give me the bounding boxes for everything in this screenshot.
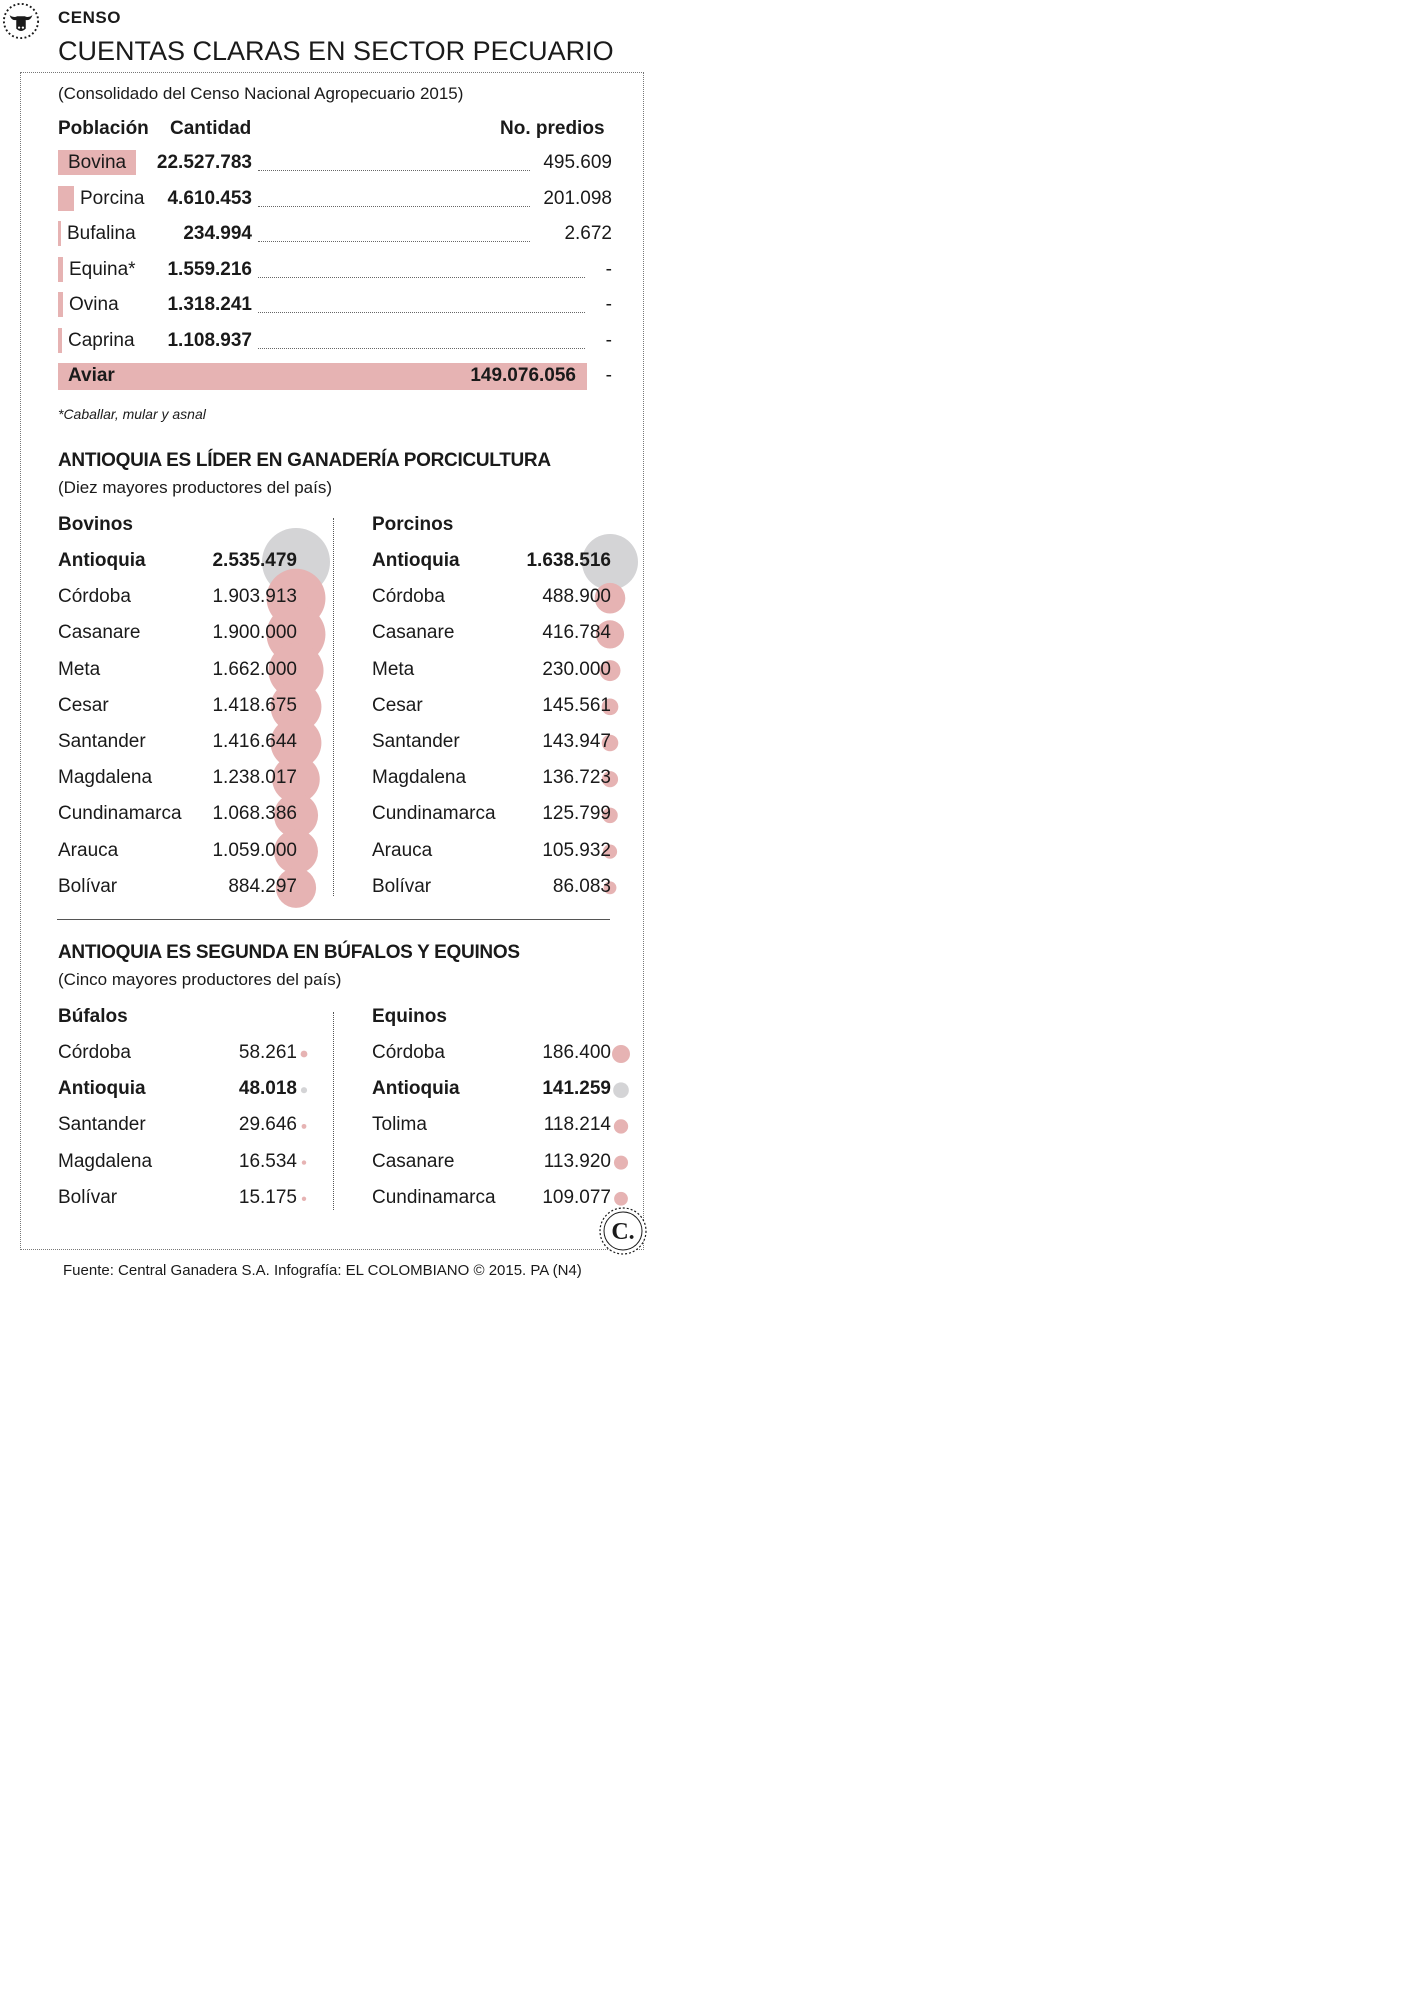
ranking-value: 136.723: [542, 767, 611, 789]
census-properties: -: [605, 258, 612, 280]
bubble-casanare: [614, 1156, 628, 1170]
bubble-magdalena: [302, 1160, 306, 1164]
census-label-aviar: Aviar: [68, 365, 115, 386]
census-value: 1.318.241: [167, 294, 252, 315]
census-label: Bovina: [68, 152, 127, 173]
census-bar: [58, 292, 63, 317]
ranking-name: Bolívar: [58, 875, 118, 897]
el-colombiano-logo: [598, 1206, 648, 1256]
bubble-bolívar: [302, 1197, 306, 1201]
ranking-name: Cundinamarca: [372, 803, 496, 825]
ranking-name: Casanare: [372, 622, 455, 644]
ranking-value: 1.238.017: [212, 767, 297, 789]
ranking-name: Arauca: [372, 839, 433, 861]
census-value: 4.610.453: [167, 187, 252, 209]
ranking-value: 416.784: [542, 622, 611, 644]
census-subtitle: (Consolidado del Censo Nacional Agropecuario 2015): [58, 84, 464, 103]
ranking-value: 125.799: [542, 803, 611, 825]
ranking-name: Cesar: [58, 694, 109, 716]
ranking-name: Córdoba: [58, 586, 131, 608]
census-bar: [58, 328, 62, 353]
census-bar: [58, 186, 74, 211]
ranking-value: 48.018: [238, 1078, 297, 1100]
ranking-value: 884.297: [228, 875, 297, 897]
col-header-quantity: Cantidad: [170, 118, 252, 139]
ranking-name: Córdoba: [372, 586, 445, 608]
ranking-name: Cundinamarca: [58, 803, 182, 825]
ranking-value: 488.900: [542, 586, 611, 608]
ranking-name: Tolima: [372, 1114, 427, 1136]
ranking-name: Casanare: [372, 1150, 455, 1172]
census-label: Porcina: [80, 187, 145, 209]
ranking-name: Santander: [372, 731, 460, 752]
census-properties: 2.672: [564, 223, 612, 244]
bubble-cundinamarca: [614, 1192, 628, 1206]
ranking-name: Magdalena: [58, 767, 153, 789]
ranking-value: 105.932: [542, 839, 611, 861]
ranking-value: 113.920: [543, 1150, 611, 1172]
ranking-name: Magdalena: [58, 1150, 153, 1172]
ranking-value: 2.535.479: [212, 550, 297, 571]
ranking-value: 141.259: [542, 1078, 611, 1100]
census-leader: [258, 170, 530, 171]
ranking-title: Porcinos: [372, 514, 454, 535]
census-properties: 201.098: [543, 187, 612, 209]
ranking-value: 145.561: [542, 694, 611, 716]
census-bar: [58, 257, 63, 282]
ranking-name: Cundinamarca: [372, 1186, 496, 1208]
census-properties: -: [605, 329, 612, 351]
ranking-value: 1.416.644: [212, 731, 297, 752]
ranking-name: Antioquia: [58, 1078, 146, 1100]
census-properties: -: [605, 294, 612, 315]
bubble-córdoba: [612, 1045, 630, 1063]
col-header-properties: No. predios: [500, 118, 605, 139]
ranking-value: 1.418.675: [212, 694, 297, 716]
census-value-aviar: 149.076.056: [470, 365, 576, 386]
ranking-value: 15.175: [238, 1186, 297, 1208]
section-kicker: CENSO: [58, 8, 121, 27]
ranking-value: 186.400: [542, 1042, 611, 1063]
ranking-name: Arauca: [58, 839, 119, 861]
ranking-name: Casanare: [58, 622, 141, 644]
ranking-value: 1.638.516: [526, 550, 611, 571]
census-label: Ovina: [69, 294, 119, 315]
ranking-value: 58.261: [238, 1042, 297, 1063]
ranking-name: Magdalena: [372, 767, 467, 789]
ranking-value: 1.903.913: [212, 586, 297, 608]
bubble-santander: [302, 1124, 307, 1129]
ranking-name: Antioquia: [372, 550, 460, 571]
census-value: 234.994: [183, 223, 252, 244]
census-properties: 495.609: [543, 152, 612, 173]
page-title: CUENTAS CLARAS EN SECTOR PECUARIO: [58, 36, 614, 66]
ranking-name: Bolívar: [58, 1186, 118, 1208]
census-label: Caprina: [68, 329, 135, 351]
ranking-name: Bolívar: [372, 875, 432, 897]
ranking-value: 29.646: [238, 1114, 297, 1136]
bubble-tolima: [614, 1119, 628, 1133]
ranking-value: 143.947: [542, 731, 611, 752]
census-bar: [58, 221, 61, 246]
ranking-name: Antioquia: [372, 1078, 460, 1100]
ranking-value: 230.000: [542, 658, 611, 680]
ranking-name: Cesar: [372, 694, 423, 716]
bubble-córdoba: [301, 1051, 308, 1058]
census-value: 22.527.783: [156, 152, 252, 173]
section2-title: ANTIOQUIA ES SEGUNDA EN BÚFALOS Y EQUINOS: [58, 942, 520, 963]
ranking-title: Búfalos: [58, 1006, 128, 1027]
section1-title: ANTIOQUIA ES LÍDER EN GANADERÍA PORCICULTURA: [58, 450, 551, 471]
ranking-title: Equinos: [372, 1006, 447, 1027]
ranking-name: Córdoba: [58, 1042, 131, 1063]
census-leader: [258, 241, 530, 242]
ranking-title: Bovinos: [58, 514, 133, 535]
census-value: 1.559.216: [167, 258, 252, 280]
ranking-name: Córdoba: [372, 1042, 445, 1063]
ranking-name: Meta: [58, 658, 101, 680]
col-header-population: Población: [58, 118, 149, 139]
bubble-antioquia: [613, 1082, 629, 1098]
ranking-value: 109.077: [542, 1186, 611, 1208]
ranking-name: Antioquia: [58, 550, 146, 571]
census-value: 1.108.937: [167, 329, 252, 351]
census-label: Equina*: [69, 258, 136, 280]
ranking-value: 118.214: [543, 1114, 611, 1136]
ranking-value: 1.900.000: [212, 622, 297, 644]
ranking-value: 16.534: [238, 1150, 297, 1172]
ranking-value: 1.662.000: [212, 658, 297, 680]
bubble-antioquia: [301, 1087, 307, 1093]
section1-subtitle: (Diez mayores productores del país): [58, 478, 333, 497]
logo-letter: C.: [611, 1219, 635, 1245]
section2-subtitle: (Cinco mayores productores del país): [58, 970, 342, 989]
ranking-value: 1.068.386: [212, 803, 297, 825]
census-footnote: *Caballar, mular y asnal: [58, 406, 206, 422]
ranking-name: Meta: [372, 658, 415, 680]
source-credit: Fuente: Central Ganadera S.A. Infografía: EL COLOMBIANO © 2015. PA (N4): [63, 1262, 582, 1279]
census-properties-aviar: -: [605, 365, 612, 386]
ranking-name: Santander: [58, 731, 146, 752]
ranking-name: Santander: [58, 1114, 146, 1136]
census-leader: [258, 206, 530, 207]
ranking-value: 1.059.000: [212, 839, 297, 861]
census-label: Bufalina: [67, 223, 136, 244]
ranking-value: 86.083: [552, 875, 611, 897]
